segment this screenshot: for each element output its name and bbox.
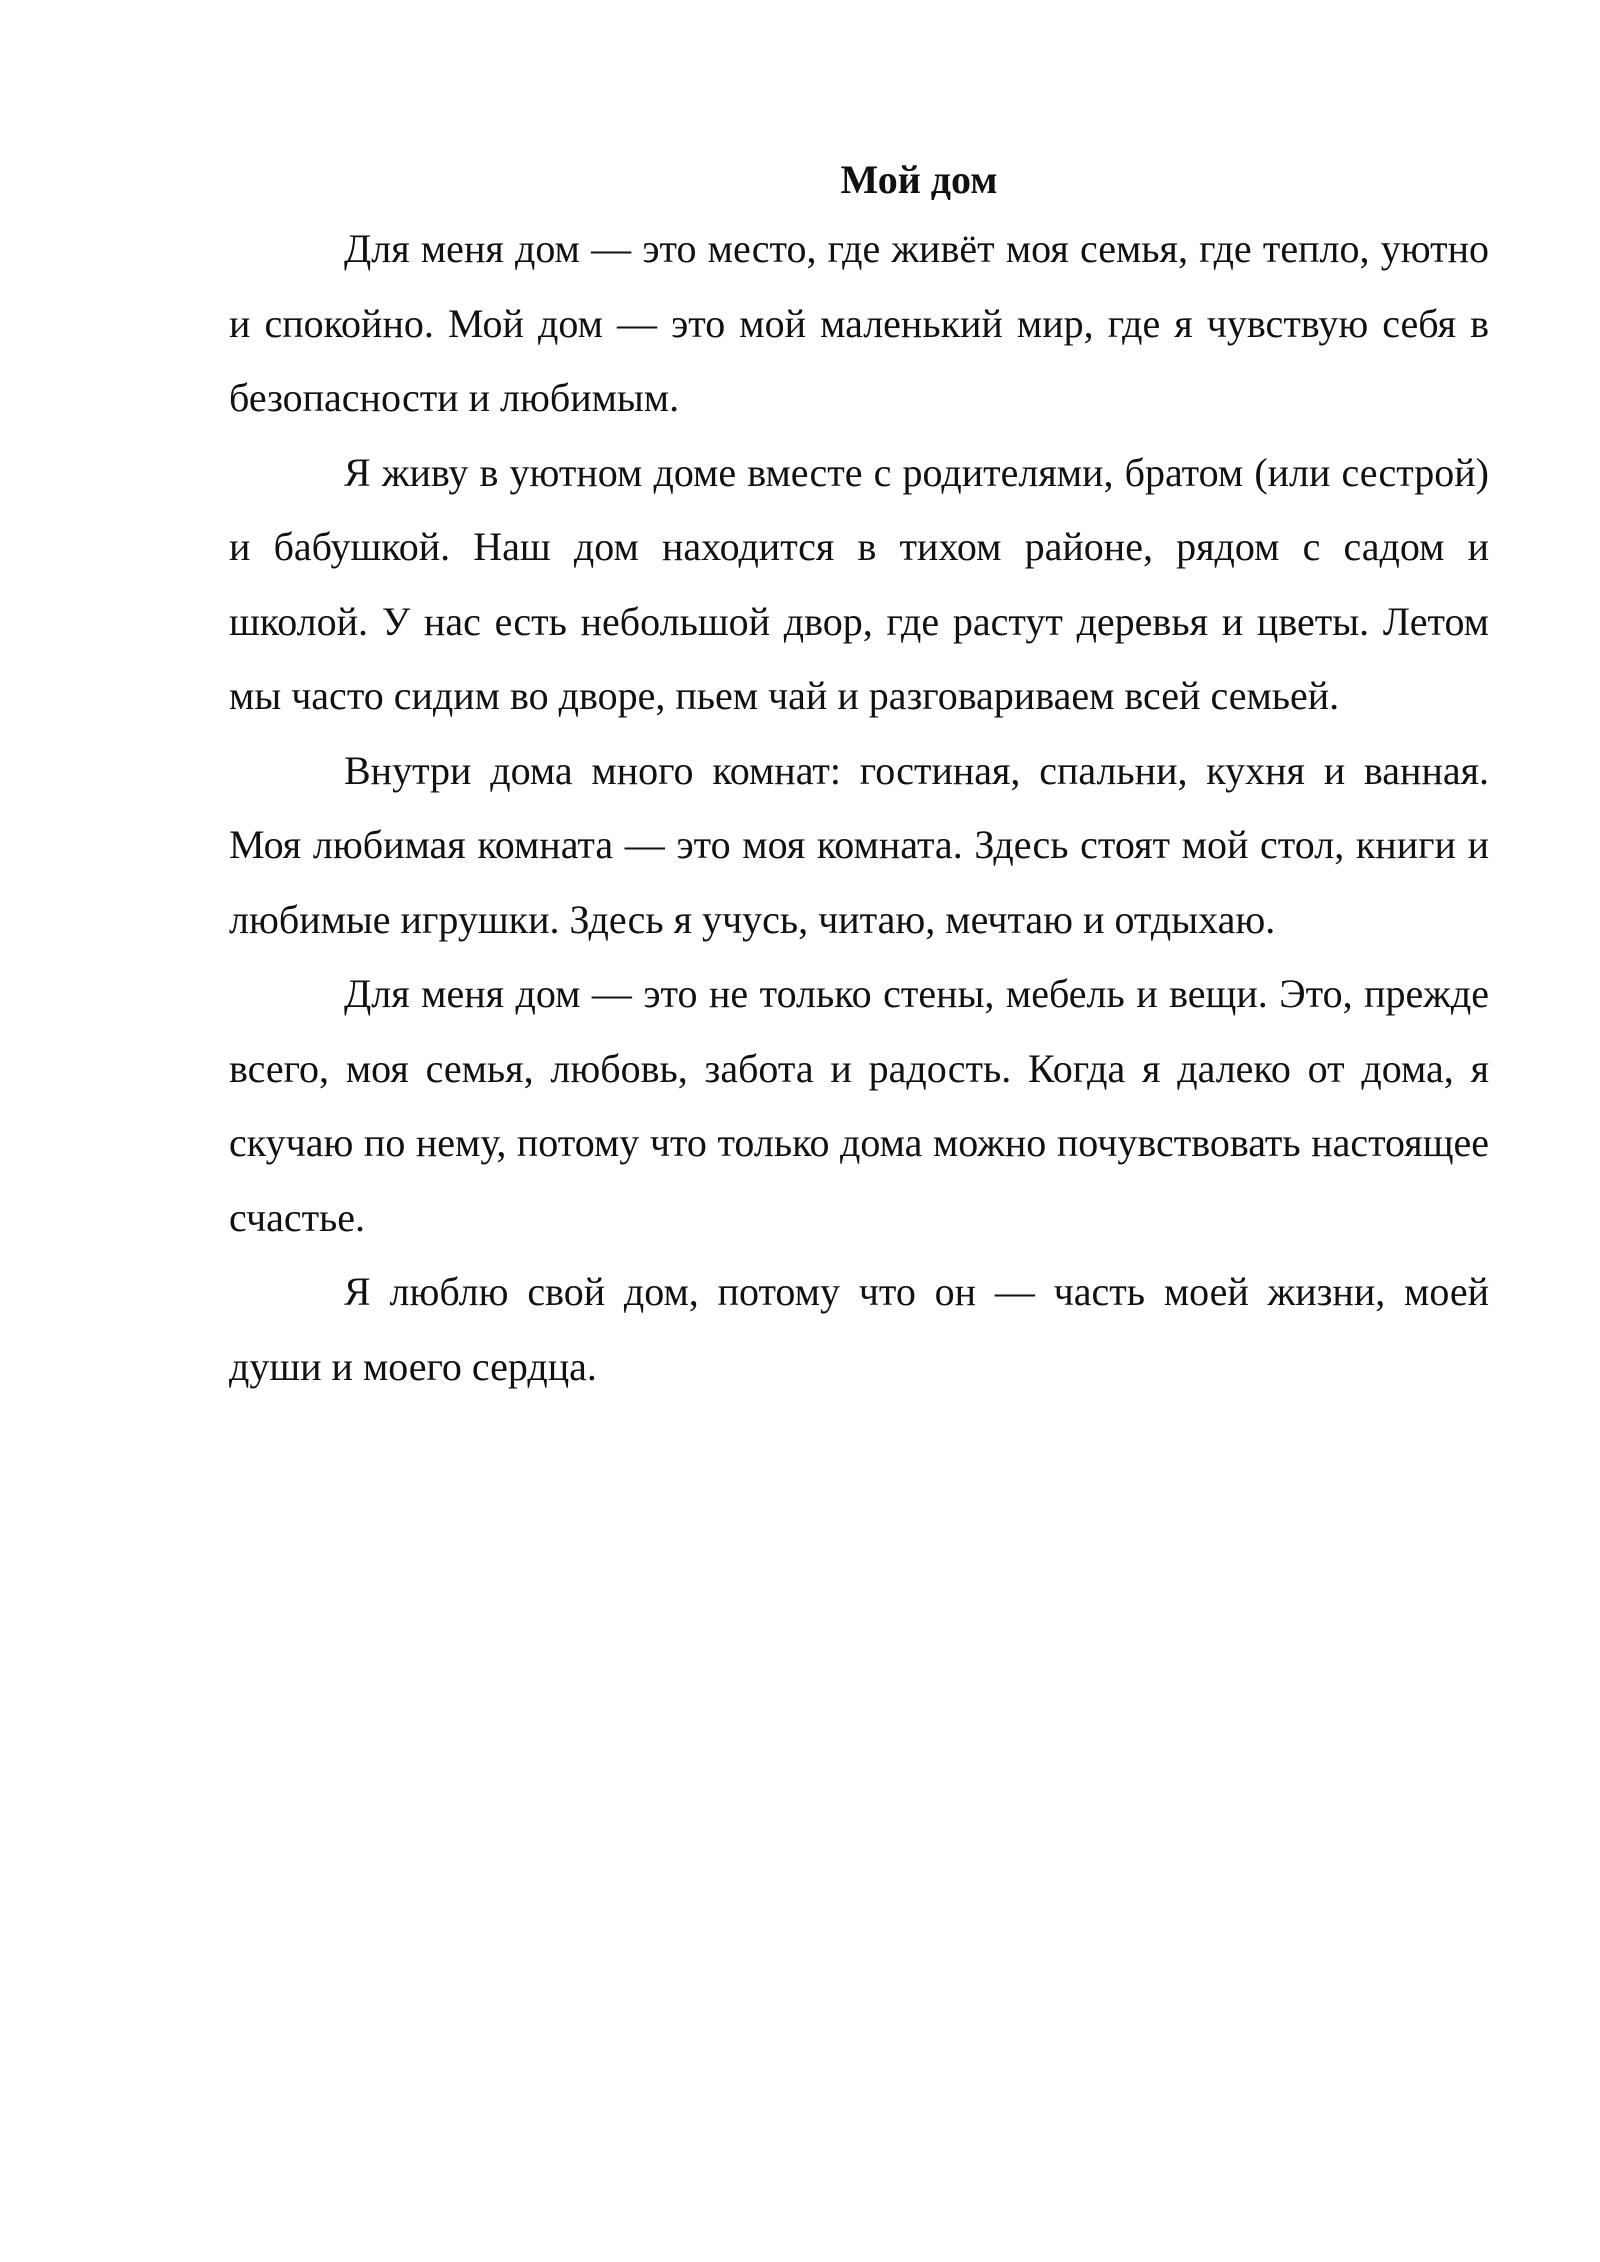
paragraph-1: Для меня дом — это место, где живёт моя семья, где тепло, уютно и спокойно. Мой дом — это мой маленький мир, где я чувствую себя в безопасности и любимым. — [229, 226, 1489, 420]
paragraph-4: Для меня дом — это не только стены, мебель и вещи. Это, прежде всего, моя семья, любовь, забота и радость. Когда я далеко от дома, я скучаю по нему, потому что только дома можно почувствовать настоящее счастье. — [229, 971, 1489, 1240]
paragraph-3: Внутри дома много комнат: гостиная, спальни, кухня и ванная. Моя любимая комната — это моя комната. Здесь стоят мой стол, книги и любимые игрушки. Здесь я учусь, читаю, мечтаю и отдыхаю. — [229, 747, 1489, 942]
paragraph-5: Я люблю свой дом, потому что он — часть моей жизни, моей души и моего сердца. — [229, 1269, 1489, 1389]
document-title: Мой дом — [840, 157, 998, 202]
paragraph-2: Я живу в уютном доме вместе с родителями, братом (или сестрой) и бабушкой. Наш дом находится в тихом районе, рядом с садом и школой. У нас есть небольшой двор, где растут деревья и цветы. Летом мы часто сидим во дворе, пьем чай и разговариваем всей семьей. — [229, 449, 1489, 718]
document-body — [229, 148, 1489, 1404]
